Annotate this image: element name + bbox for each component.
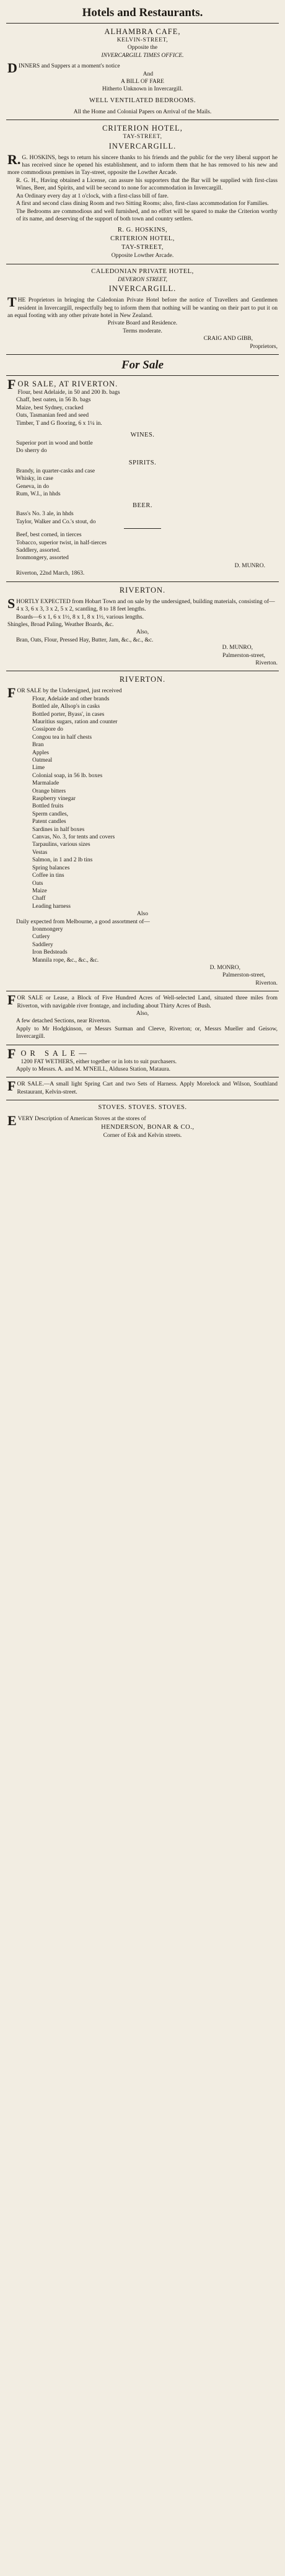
ad-title: STOVES. STOVES. STOVES.: [98, 1104, 187, 1112]
ad-line: Tobacco, superior twist, in half-tierces: [16, 539, 107, 546]
ad-body: R. G. H., Having obtained a License, can assure his supporters that the Bar will be supplied with first-class Wines, Beer, and Spirits, and will be second to none for accommodation in Invercargill.: [16, 177, 278, 192]
ad-body: DINNERS and Suppers at a moment's notice: [7, 60, 120, 76]
ad-subhead: BEER.: [133, 502, 152, 510]
ad-line: Palmerston-street,: [222, 972, 265, 979]
ad-line: Cutlery: [32, 934, 50, 941]
ad-line: Ironmongery: [32, 926, 63, 933]
ad-line: Whisky, in case: [16, 476, 53, 482]
ad-line: Geneva, in do: [16, 483, 50, 490]
ad-line: INVERCARGILL TIMES OFFICE.: [101, 52, 184, 59]
ad-line: Ironmongery, assorted: [16, 555, 69, 562]
ad-line: Apples: [32, 749, 49, 756]
ad-signature: CRAIG AND GIBB,: [203, 336, 253, 342]
ad-body: FOR SALE by the Undersigned, just received: [7, 685, 122, 701]
ad-body: THE Proprietors in bringing the Caledonian Private Hotel before the notice of Travellers and Gentlemen resident in Invercargill, respectfully beg to inform them that nothing will be wanting on their part to put it on an equal footing with any other private hotel in New Zealand.: [7, 294, 278, 319]
ad-line: Bran, Oats, Flour, Pressed Hay, Butter, Jam, &c., &c., &c.: [16, 637, 154, 643]
ad-subhead: SPIRITS.: [128, 459, 157, 466]
ad-body: FOR SALE.—A small light Spring Cart and two Sets of Harness. Apply Morelock and Wilson, Southland Restaurant, Kelvin-street.: [7, 1078, 278, 1095]
ad-date: Riverton, 22nd March, 1863.: [16, 570, 85, 577]
ad-title: FOR SALE—: [7, 1045, 90, 1061]
ad-line: Proprietors,: [250, 343, 278, 350]
ad-signature: HENDERSON, BONAR & CO.,: [101, 1123, 195, 1131]
ad-body: FOR SALE or Lease, a Block of Five Hundred Acres of Well-selected Land, situated three miles from Riverton, with navigable river frontage, and including about Thirty Acres of Bush.: [7, 992, 278, 1009]
ad-line: And: [142, 71, 154, 77]
ad-line: Iron Bedsteads: [32, 949, 68, 956]
ad-stoves: [6, 1100, 279, 1143]
ad-fat-wethers: [6, 1045, 279, 1078]
ad-line: Oatmeal: [32, 757, 53, 764]
ad-criterion-hotel: [6, 120, 279, 264]
ad-line: KELVIN-STREET,: [116, 37, 169, 43]
ad-line: Spring balances: [32, 864, 70, 871]
ad-line: Chaff: [32, 895, 46, 902]
ad-line: Chaff, best oaten, in 56 lb. bags: [16, 397, 91, 404]
ad-line: Mauritius sugars, ration and counter: [32, 718, 118, 725]
ad-line: Maize: [32, 887, 47, 894]
ad-title: ALHAMBRA CAFE,: [104, 27, 181, 36]
ad-body: SHORTLY EXPECTED from Hobart Town and on sale by the undersigned, building materials, consisting of—: [7, 595, 275, 611]
ad-line: Brandy, in quarter-casks and case: [16, 468, 95, 474]
ad-line: Oats, Tasmanian feed and seed: [16, 412, 89, 419]
ad-line: Patent candles: [32, 819, 66, 825]
ad-line: CRITERION HOTEL,: [110, 235, 175, 243]
ad-line: Saddlery, assorted.: [16, 547, 61, 554]
ad-line: Taylor, Walker and Co.'s stout, do: [16, 518, 96, 525]
ad-signature: D. MUNRO.: [234, 562, 265, 569]
ad-land-for-lease: [6, 991, 279, 1045]
ad-body: An Ordinary every day at 1 o'clock, with a first-class bill of fare.: [16, 193, 169, 199]
ad-title: FOR SALE, AT RIVERTON.: [7, 376, 118, 392]
ad-signature: D. MUNRO,: [222, 645, 253, 651]
ad-line: Superior port in wood and bottle: [16, 440, 93, 446]
ad-line: WELL VENTILATED BEDROOMS.: [89, 97, 196, 104]
ad-line: Terms moderate.: [123, 328, 162, 334]
ad-line: Coffee in tins: [32, 872, 64, 879]
ad-line: Opposite the: [127, 45, 158, 51]
ad-line: Hitherto Unknown in Invercargill.: [102, 86, 183, 93]
ad-body: Apply to Mr Hodgkinson, or Messrs Surman and Cleeve, Riverton; or, Messrs Mueller and Geisow, Invercargill.: [16, 1025, 278, 1040]
ad-body: EVERY Description of American Stoves at the stores of: [7, 1113, 146, 1129]
section-header-for-sale: For Sale: [6, 355, 279, 376]
ad-line: Sardines in half boxes: [32, 826, 85, 833]
ad-line: INVERCARGILL.: [108, 284, 177, 294]
ad-line: Beef, best corned, in tierces: [16, 532, 82, 539]
ad-line: Private Board and Residence.: [107, 320, 178, 327]
ad-line: TAY-STREET,: [121, 244, 164, 251]
ad-line: Shingles, Broad Paling, Weather Boards, &c.: [7, 621, 114, 628]
ad-line: Colonial soap, in 56 lb. boxes: [32, 772, 103, 779]
ad-line: Marmalade: [32, 780, 59, 787]
ad-line: Opposite Lowther Arcade.: [111, 253, 174, 259]
ad-line: Maize, best Sydney, cracked: [16, 404, 84, 411]
ad-line: Do sherry do: [16, 448, 47, 455]
ad-line: Orange bitters: [32, 788, 66, 794]
ad-line: Bran: [32, 742, 44, 749]
ad-line: Riverton.: [255, 980, 278, 986]
ad-alhambra-cafe: [6, 24, 279, 120]
ad-line: A few detached Sections, near Riverton.: [16, 1018, 111, 1025]
ad-riverton-just-received: [6, 671, 279, 991]
ad-signature: R. G. HOSKINS,: [117, 227, 168, 234]
ad-line: Bottled fruits: [32, 803, 64, 810]
ad-title: CRITERION HOTEL,: [102, 124, 183, 133]
ad-body: 1200 FAT WETHERS, either together or in lots to suit purchasers.: [20, 1058, 177, 1065]
ad-line: Sperm candles,: [32, 811, 69, 817]
ad-line: INVERCARGILL.: [108, 141, 177, 150]
ad-line: A BILL OF FARE: [121, 79, 164, 85]
ad-line: Also,: [136, 1011, 149, 1017]
ad-body: R.G. HOSKINS, begs to return his sincere thanks to his friends and the public for the very liberal support he has received since he opened his establishment, and to inform them that he has removed to his new and more commodious premises in Tay-street, opposite the Lowther Arcade.: [7, 151, 278, 176]
ad-line: Flour, best Adelaide, in 50 and 200 lb. bags: [17, 389, 120, 396]
ad-line: Vestas: [32, 849, 48, 856]
ad-line: Leading harness: [32, 903, 71, 910]
ad-line: Cossipore do: [32, 726, 63, 733]
ad-line: Timber, T and G flooring, 6 x 1¼ in.: [16, 420, 102, 427]
ad-line: Saddlery: [32, 941, 53, 948]
ad-line: 4 x 3, 6 x 3, 3 x 2, 5 x 2, scantling, 8 to 18 feet lengths.: [16, 606, 146, 613]
newspaper-page: [6, 0, 279, 1143]
ad-line: Corner of Esk and Kelvin streets.: [103, 1132, 182, 1139]
section-header-hotels: Hotels and Restaurants.: [6, 2, 279, 24]
ad-body: A first and second class dining Room and two Sitting Rooms; also, first-class accommodation for Families.: [16, 201, 269, 207]
ad-line: Bass's No. 3 ale, in hhds: [16, 511, 74, 518]
ad-line: Tarpaulins, various sizes: [32, 842, 90, 848]
ad-line: Boards—6 x 1, 6 x 1½, 8 x 1, 8 x 1½, various lengths.: [16, 614, 144, 620]
ad-spring-cart: [6, 1077, 279, 1100]
ad-line: Raspberry vinegar: [32, 796, 76, 803]
ad-riverton-building-materials: [6, 582, 279, 672]
ad-body: The Bedrooms are commodious and well furnished, and no effort will be spared to make the Criterion worthy of its name, and deserving of the support of both town and country settlers.: [16, 208, 278, 222]
ad-line: Flour, Adelaide and other brands: [32, 695, 110, 702]
ad-riverton-munro: [6, 376, 279, 582]
ad-line: DEVERON STREET,: [117, 276, 168, 283]
ad-caledonian-hotel: [6, 264, 279, 355]
ad-line: Bottled porter, Byass', in cases: [32, 711, 105, 718]
ad-body: Daily expected from Melbourne, a good assortment of—: [16, 918, 150, 925]
ad-subhead: WINES.: [130, 432, 155, 438]
ad-line: Lime: [32, 765, 45, 772]
ad-title: CALEDONIAN PRIVATE HOTEL,: [91, 268, 194, 275]
ad-line: Also,: [136, 629, 149, 636]
ad-line: Canvas, No. 3, for tents and covers: [32, 834, 115, 841]
ad-line: Rum, W.I., in hhds: [16, 491, 61, 498]
ad-body: Apply to Messrs. A. and M. M'NEILL, Aldusea Station, Mataura.: [16, 1066, 170, 1073]
ad-line: Palmerston-street,: [222, 652, 265, 659]
ad-line: Salmon, in 1 and 2 lb tins: [32, 857, 93, 864]
ad-title: RIVERTON.: [119, 585, 166, 594]
ad-line: Oats: [32, 880, 43, 887]
ad-line: All the Home and Colonial Papers on Arrival of the Mails.: [73, 108, 212, 115]
ad-title: RIVERTON.: [119, 675, 166, 684]
ad-line: TAY-STREET,: [123, 134, 162, 141]
ad-signature: D. MONRO,: [209, 964, 240, 971]
ad-line: Riverton.: [255, 659, 278, 666]
ad-line: Congou tea in half chests: [32, 734, 92, 741]
ad-line: Mannila rope, &c., &c., &c.: [32, 957, 99, 964]
ad-line: Bottled ale, Allsop's in casks: [32, 703, 100, 710]
ad-line: Also: [137, 911, 148, 918]
